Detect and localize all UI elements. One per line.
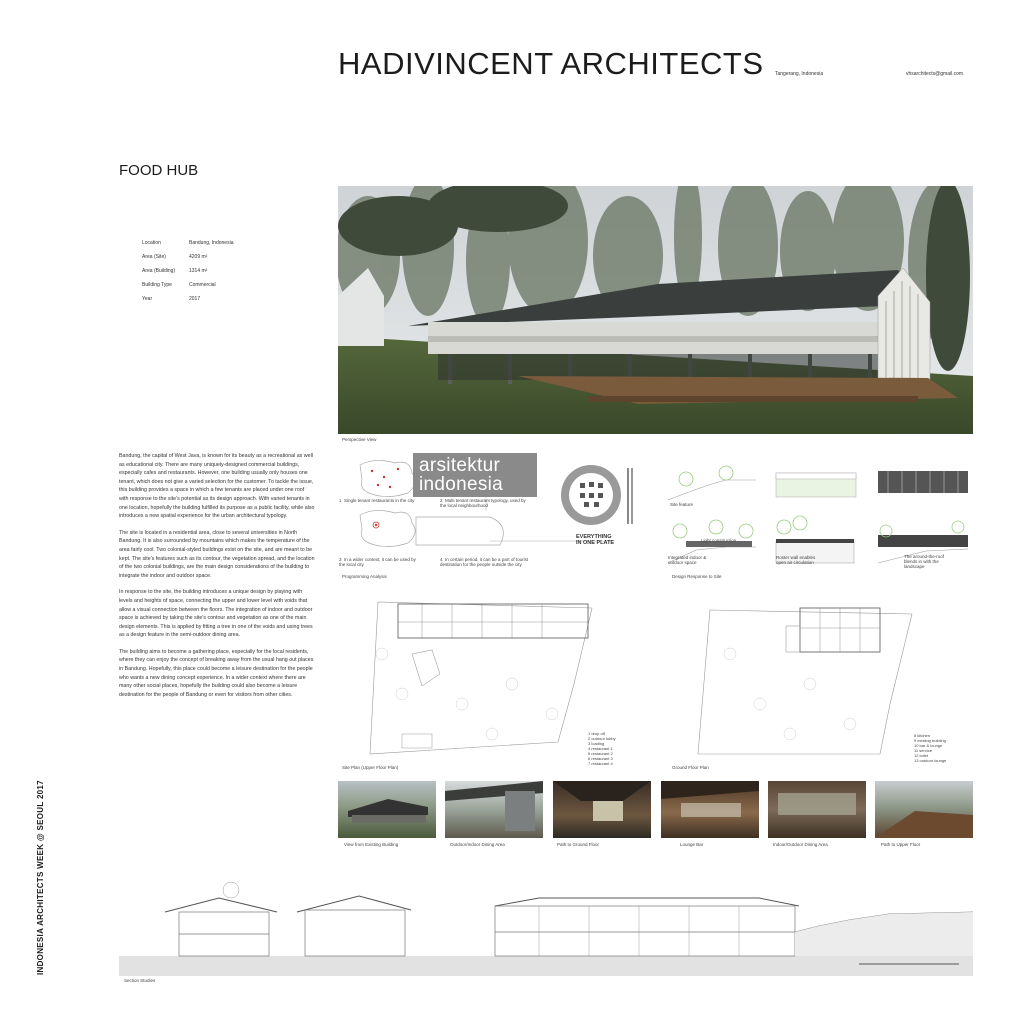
plate-tagline: [576, 534, 614, 546]
header-email: vhsarchitects@gmail.com: [906, 71, 964, 77]
fact-row: [142, 254, 233, 268]
site-plan-caption: Site Plan (Upper Floor Plan): [342, 765, 399, 770]
ground-floor-legend: 8 kitchen 9 existing building 10 bar & lounge 11 service 12 toilet 13 outdoor lounge: [914, 733, 947, 763]
fact-row: [142, 282, 233, 296]
response-label: Integrated indoor & outdoor space: [668, 555, 707, 565]
perspective-caption: Perspective View: [342, 437, 377, 442]
programming-note: 2 Multi tenant restaurant typology, used by the local neighbourhood: [440, 498, 526, 508]
cutlery-icon: [625, 468, 635, 529]
thumbnail-image: [875, 781, 973, 838]
plate-tagline-line: EVERYTHING: [576, 534, 612, 540]
fact-value: 2017: [189, 296, 201, 302]
ground-plan-caption: Ground Floor Plan: [672, 765, 709, 770]
thumbnail-caption: Path to Upper Floor: [881, 842, 921, 847]
upper-floor-legend: 1 drop off 2 outdoor lobby 3 loading 4 restaurant 1 5 restaurant 2 6 restaurant 3 7 restaurant 4: [588, 731, 616, 766]
design-response-caption: Design Response to Site: [672, 574, 722, 579]
thumbnail-image: [661, 781, 759, 838]
description-paragraph: The site is located in a residential area, close to several universities in North Bandung. It is also surrounded by mountains which makes the temperature of the area fairly cool. Two colonial-styled buildings exist on the site, and are meant to be kept. The site's features such as its contour, the vegetation spread, and the location of the two colonial buildings, are the main design considerations of the building to integrate the indoor and outdoor space.: [119, 529, 315, 579]
description-paragraph: In response to the site, the building introduces a unique design by playing with levels and heights of space, connecting the upper and lower level with voids that allow a visual connection between the floors. The integration of indoor and outdoor space is achieved by taking the site's contour and vegetation as one of the main design elements. This is applied by fitting a tree in one of the voids and using trees as a design feature in the semi-outdoor dining area.: [119, 589, 313, 639]
section-image: [119, 872, 973, 976]
fact-value: 4209 m²: [189, 254, 208, 260]
description-paragraph: Bandung, the capital of West Java, is known for its beauty as a recreational as well as educational city. There are many uniquely-designed commercial buildings, especially cafes and restaurants. However, one building usually only houses one tenant, which does not give a varied selection for the customer. To tackle the issue, this building provides a space in which a few tenants are placed under one roof with response to the site's potential as its design approach. With varied tenants in one location, hopefully the building fulfilled its purpose as a public facility, while also introduces a new spatial experience for the urban architectural typology.: [119, 453, 315, 520]
fact-label: Location: [142, 240, 161, 246]
thumbnail-caption: Outdoor/Indoor Dining Area: [450, 842, 505, 847]
perspective-render: [338, 186, 973, 434]
response-label: Light construction: [701, 538, 737, 543]
logo-line-2: indonesia: [419, 474, 504, 495]
thumbnail-caption: Path to Ground Floor: [557, 842, 600, 847]
arsitektur-indonesia-logo: [413, 453, 537, 497]
header-location: Tangerang, Indonesia: [775, 71, 824, 77]
section-studies-drawing: [119, 872, 973, 976]
fact-row: [142, 268, 233, 282]
fact-label: Area (Building): [142, 268, 176, 274]
project-facts: [142, 240, 233, 310]
fact-row: [142, 296, 233, 310]
site-plan-image: [342, 594, 602, 764]
response-label: Roster wall enables open air circulation: [776, 555, 816, 565]
ground-floor-image: [690, 604, 920, 764]
project-title: FOOD HUB: [119, 162, 199, 179]
thumbnail-caption: View from Existing Building: [344, 842, 399, 847]
thumbnail-caption: Indoor/Outdoor Dining Area: [773, 842, 828, 847]
programming-note: 4 In certain period, it can be a part of tourist destination for the people outside the city: [440, 557, 529, 567]
fact-value: 1314 m²: [189, 268, 208, 274]
side-banner-text: INDONESIA ARCHITECTS WEEK @ SEOUL 2017: [36, 780, 45, 975]
perspective-image: [338, 186, 973, 434]
plate-tagline-line: IN ONE PLATE: [576, 540, 615, 546]
thumbnail-caption: Lounge Bar: [680, 842, 704, 847]
fact-row: [142, 240, 233, 254]
thumbnail-image: [338, 781, 436, 838]
fact-label: Building Type: [142, 282, 172, 288]
fact-value: Bandung, Indonesia: [189, 240, 234, 246]
fact-label: Year: [142, 296, 153, 302]
section-caption: Section Studies: [124, 978, 156, 983]
programming-note: 3 In a wider context, it can be used by the local city: [339, 557, 416, 567]
description-paragraph: The building aims to become a gathering place, especially for the local residents, where they can enjoy the concept of breaking away from the usual hang out places in Bandung. Hopefully, this place could become a leisure destination for the people who wants a new dining concept experience. In a wider context where there are many other social places, hopefully the building could also become a leisure destination for the people of Bandung or even for visitors from other cities.: [119, 648, 314, 698]
project-description: [119, 452, 315, 707]
response-label: The around-the-roof blends in with the landscape: [904, 554, 945, 569]
thumbnail-image: [553, 781, 651, 838]
logo-line-1: arsitektur: [419, 455, 501, 476]
fact-value: Commercial: [189, 282, 216, 288]
programming-note: 1 Single tenant restaurants in the city: [339, 498, 415, 503]
page-title: HADIVINCENT ARCHITECTS: [338, 46, 764, 81]
thumbnail-image: [445, 781, 543, 838]
site-plan-drawing: [342, 594, 602, 764]
response-label: Site feature: [670, 502, 694, 507]
thumbnail-image: [768, 781, 866, 838]
programming-caption: Programming Analysis: [342, 574, 387, 579]
ground-floor-drawing: [690, 604, 920, 764]
fact-label: Area (Site): [142, 254, 166, 260]
